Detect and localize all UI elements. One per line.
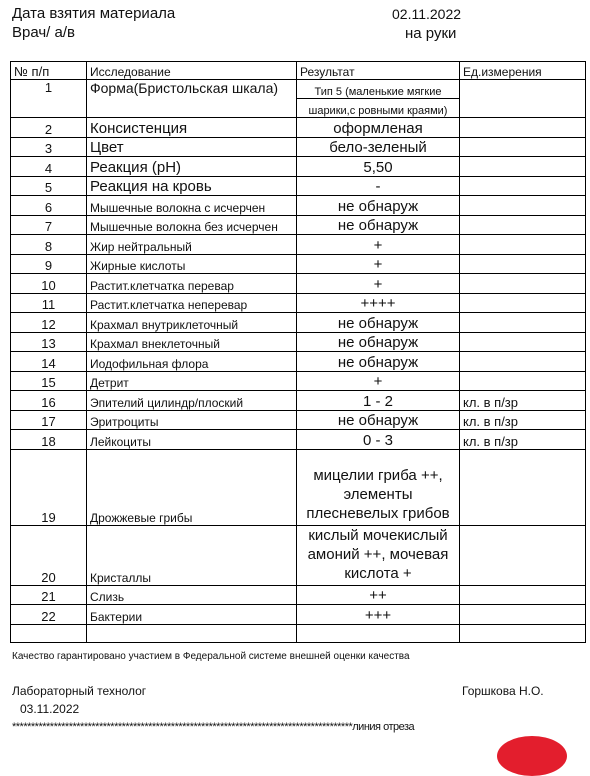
table-row: [11, 605, 586, 625]
row-result: не обнаруж: [297, 196, 460, 216]
row-name: Детрит: [87, 371, 297, 391]
row-unit: [460, 313, 586, 333]
row-number: 14: [11, 352, 87, 372]
row-unit: [460, 293, 586, 313]
row-number: 9: [11, 254, 87, 274]
row-name: Крахмал внеклеточный: [87, 332, 297, 352]
table-row: [11, 293, 586, 313]
row-name: Реакция (рН): [87, 157, 297, 177]
row-result: бело-зеленый: [297, 137, 460, 157]
row-unit: [460, 371, 586, 391]
row-number: 16: [11, 391, 87, 411]
table-row: [11, 332, 586, 352]
row-result: [297, 449, 460, 525]
result-line: амоний ++, мочевая: [307, 545, 449, 563]
table-row: [11, 391, 586, 411]
row-number: 6: [11, 196, 87, 216]
col-header-result: Результат: [297, 62, 460, 80]
row-number: 12: [11, 313, 87, 333]
result-line: мицелии гриба ++,: [313, 466, 443, 484]
row-unit: [460, 80, 586, 118]
row-result: не обнаруж: [297, 313, 460, 333]
row-unit: [460, 157, 586, 177]
technician-name: Горшкова Н.О.: [462, 684, 544, 698]
row-name: Эпителий цилиндр/плоский: [87, 391, 297, 411]
row-result-line2: шарики,с ровными краями): [297, 99, 460, 118]
table-row: [11, 254, 586, 274]
row-name: Бактерии: [87, 605, 297, 625]
signature-date: 03.11.2022: [20, 702, 80, 716]
quality-note: Качество гарантировано участием в Федеральной системе внешней оценки качества: [12, 651, 410, 662]
row-unit: [460, 449, 586, 525]
row-name: Дрожжевые грибы: [87, 449, 297, 525]
table-row: [11, 410, 586, 430]
row-number: 22: [11, 605, 87, 625]
row-unit: [460, 605, 586, 625]
result-line: элементы: [343, 485, 413, 503]
row-unit: [460, 176, 586, 196]
row-name: Цвет: [87, 137, 297, 157]
row-unit: кл. в п/зр: [460, 391, 586, 411]
table-row: [11, 235, 586, 255]
result-line: кислота +: [344, 564, 412, 582]
row-unit: [460, 254, 586, 274]
row-result: Тип 5 (маленькие мягкие: [297, 80, 460, 99]
row-result: 1 - 2: [297, 391, 460, 411]
row-number: 18: [11, 430, 87, 450]
technician-label: Лабораторный технолог: [12, 684, 147, 698]
row-result: 0 - 3: [297, 430, 460, 450]
table-empty-row: [11, 624, 586, 642]
row-unit: [460, 215, 586, 235]
results-table: [10, 61, 586, 643]
row-unit: кл. в п/зр: [460, 410, 586, 430]
row-unit: [460, 274, 586, 294]
table-row: [11, 80, 586, 99]
col-header-unit: Ед.измерения: [460, 62, 586, 80]
row-result: не обнаруж: [297, 215, 460, 235]
table-row: [11, 313, 586, 333]
row-name: Крахмал внутриклеточный: [87, 313, 297, 333]
row-name: Слизь: [87, 585, 297, 605]
row-result: 5,50: [297, 157, 460, 177]
row-result: не обнаруж: [297, 410, 460, 430]
row-number: 10: [11, 274, 87, 294]
table-row: [11, 196, 586, 216]
row-name: Консистенция: [87, 118, 297, 138]
row-name: Жир нейтральный: [87, 235, 297, 255]
row-result: -: [297, 176, 460, 196]
row-name: Лейкоциты: [87, 430, 297, 450]
row-name: Кристаллы: [87, 525, 297, 585]
row-result: [297, 525, 460, 585]
row-name: Форма(Бристольская шкала): [87, 80, 297, 118]
row-name: Эритроциты: [87, 410, 297, 430]
row-name: Жирные кислоты: [87, 254, 297, 274]
cut-line: ******************************************************************************************линия отреза: [12, 721, 415, 733]
row-unit: кл. в п/зр: [460, 430, 586, 450]
row-result: ++: [297, 585, 460, 605]
row-result: +: [297, 254, 460, 274]
table-row: [11, 430, 586, 450]
doctor-label: Врач/ а/в: [12, 24, 75, 41]
row-result: +: [297, 274, 460, 294]
row-name: Мышечные волокна с исчерчен: [87, 196, 297, 216]
row-number: 7: [11, 215, 87, 235]
row-number: 3: [11, 137, 87, 157]
red-stamp-mark: [497, 736, 567, 776]
sample-date-value: 02.11.2022: [392, 6, 462, 22]
row-unit: [460, 118, 586, 138]
row-unit: [460, 332, 586, 352]
row-result: ++++: [297, 293, 460, 313]
col-header-study: Исследование: [87, 62, 297, 80]
col-header-number: № п/п: [11, 62, 87, 80]
sample-date-label: Дата взятия материала: [12, 5, 176, 22]
table-row: [11, 274, 586, 294]
row-result: не обнаруж: [297, 332, 460, 352]
table-row: [11, 525, 586, 585]
row-result: +++: [297, 605, 460, 625]
row-name: Растит.клетчатка неперевар: [87, 293, 297, 313]
table-row: [11, 157, 586, 177]
row-unit: [460, 585, 586, 605]
row-unit: [460, 352, 586, 372]
table-row: [11, 118, 586, 138]
row-name: Реакция на кровь: [87, 176, 297, 196]
row-number: 21: [11, 585, 87, 605]
row-number: 8: [11, 235, 87, 255]
table-row: [11, 352, 586, 372]
row-result: оформленая: [297, 118, 460, 138]
row-number: 19: [11, 449, 87, 525]
row-number: 20: [11, 525, 87, 585]
delivery-method: на руки: [405, 25, 457, 42]
result-line: кислый мочекислый: [308, 526, 448, 544]
row-result: не обнаруж: [297, 352, 460, 372]
table-row: [11, 449, 586, 525]
row-name: Иодофильная флора: [87, 352, 297, 372]
row-number: 2: [11, 118, 87, 138]
table-header-row: [11, 62, 586, 80]
row-unit: [460, 235, 586, 255]
table-row: [11, 137, 586, 157]
row-number: 11: [11, 293, 87, 313]
row-result: +: [297, 235, 460, 255]
table-row: [11, 371, 586, 391]
row-number: 4: [11, 157, 87, 177]
row-number: 5: [11, 176, 87, 196]
table-row: [11, 585, 586, 605]
result-line: плесневелых грибов: [306, 504, 450, 522]
row-unit: [460, 137, 586, 157]
table-row: [11, 215, 586, 235]
row-unit: [460, 525, 586, 585]
row-number: 15: [11, 371, 87, 391]
row-result: +: [297, 371, 460, 391]
row-number: 17: [11, 410, 87, 430]
table-row: [11, 176, 586, 196]
row-name: Растит.клетчатка перевар: [87, 274, 297, 294]
row-number: 13: [11, 332, 87, 352]
row-number: 1: [11, 80, 87, 118]
row-unit: [460, 196, 586, 216]
row-name: Мышечные волокна без исчерчен: [87, 215, 297, 235]
